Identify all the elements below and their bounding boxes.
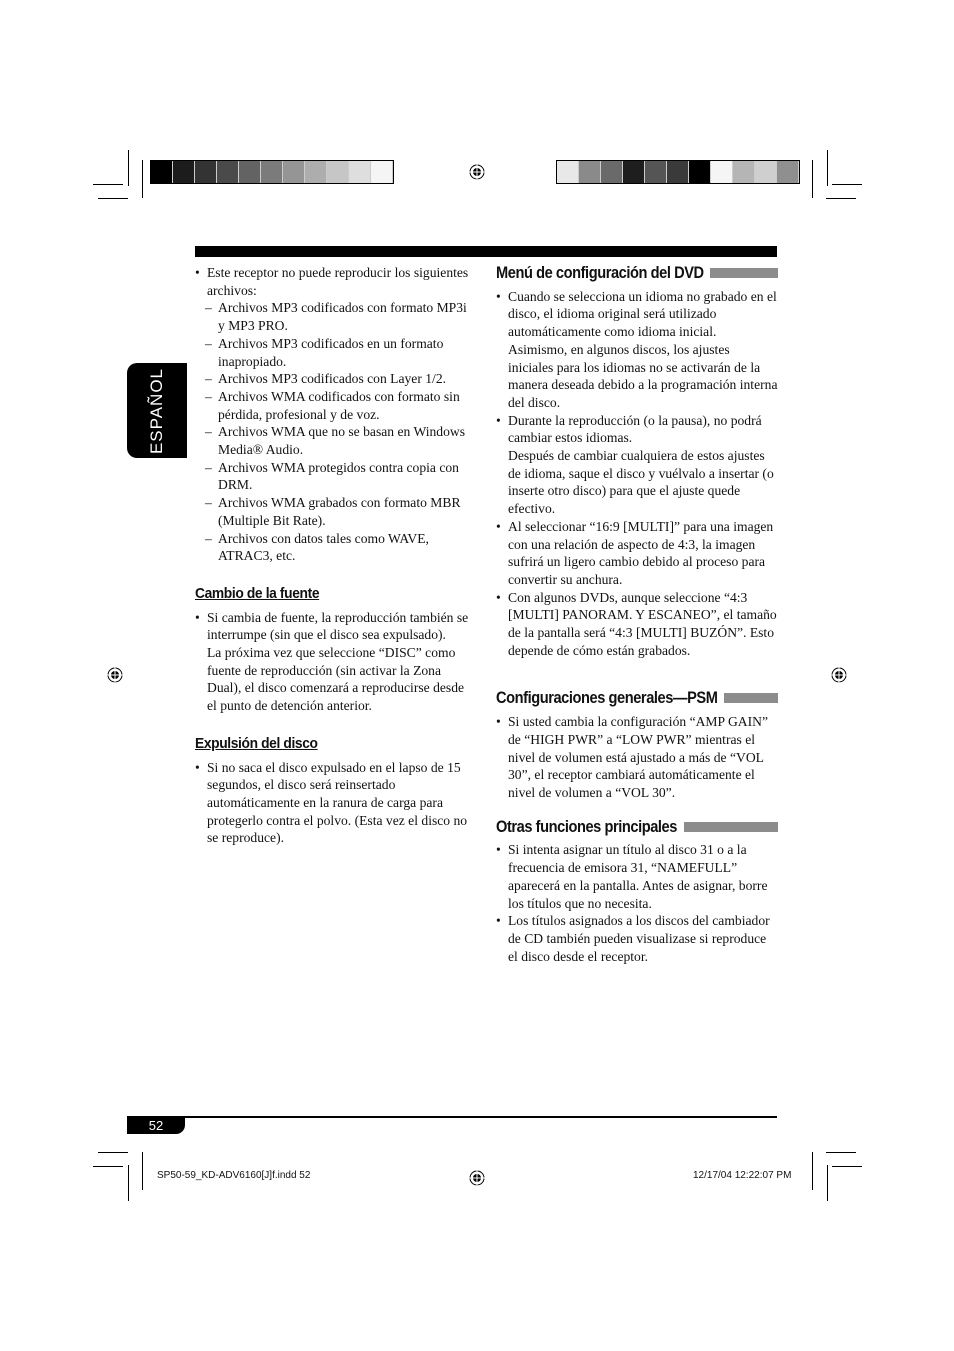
list-item: • Con algunos DVDs, aunque seleccione “4:3 [MULTI] PANORAM. Y ESCANEO”, el tamaño de la pantalla será “4:3 [MULTI] BUZÓN”. Esto depende de cómo están grabados. <box>496 589 778 660</box>
color-swatch <box>645 161 667 183</box>
crop-mark <box>827 1165 828 1201</box>
crop-mark <box>128 150 129 186</box>
color-swatch <box>371 161 393 183</box>
list-item: • Este receptor no puede reproducir los siguientes archivos: <box>195 264 475 299</box>
color-swatch <box>733 161 755 183</box>
crop-mark <box>98 198 128 199</box>
list-item: – Archivos MP3 codificados con formato MP3i y MP3 PRO. <box>195 299 475 334</box>
color-calibration-strip-left <box>150 160 394 184</box>
color-swatch <box>305 161 327 183</box>
registration-mark-icon <box>107 667 123 683</box>
color-calibration-strip-right <box>556 160 800 184</box>
crop-mark <box>812 1152 813 1190</box>
color-swatch <box>173 161 195 183</box>
section-heading: Cambio de la fuente <box>195 584 320 602</box>
side-tab-label: ESPAÑOL <box>147 367 166 454</box>
crop-mark <box>826 1152 856 1153</box>
section-heading: Expulsión del disco <box>195 734 318 752</box>
color-swatch <box>579 161 601 183</box>
list-item: • Si cambia de fuente, la reproducción también se interrumpe (sin que el disco sea expulsado). <box>195 609 475 644</box>
heading-bar <box>710 268 778 278</box>
crop-mark <box>98 1152 128 1153</box>
crop-mark <box>832 1166 862 1167</box>
crop-mark <box>142 160 143 198</box>
list-item: – Archivos MP3 codificados en un formato inapropiado. <box>195 335 475 370</box>
color-swatch <box>195 161 217 183</box>
list-item: • Cuando se selecciona un idioma no grabado en el disco, el idioma original será utilizado automáticamente como idioma inicial. <box>496 288 778 341</box>
heading-bar <box>724 693 778 703</box>
crop-mark <box>826 198 856 199</box>
color-swatch <box>777 161 799 183</box>
list-item: • Los títulos asignados a los discos del cambiador de CD también pueden visualizase si reproduce el disco desde el receptor. <box>496 912 778 965</box>
section-heading-row <box>496 689 778 707</box>
left-column <box>195 264 475 847</box>
registration-mark-icon <box>831 667 847 683</box>
crop-mark <box>827 150 828 186</box>
crop-mark <box>832 184 862 185</box>
color-swatch <box>711 161 733 183</box>
language-side-tab <box>127 363 187 458</box>
list-item: • Durante la reproducción (o la pausa), no podrá cambiar estos idiomas. <box>496 412 778 447</box>
color-swatch <box>239 161 261 183</box>
list-item: – Archivos WMA codificados con formato sin pérdida, profesional y de voz. <box>195 388 475 423</box>
list-item: • Al seleccionar “16:9 [MULTI]” para una imagen con una relación de aspecto de 4:3, la imagen sufrirá un ligero cambio debido al proceso para convertir su anchura. <box>496 518 778 589</box>
section-heading: Configuraciones generales—PSM <box>496 688 718 708</box>
section-heading: Otras funciones principales <box>496 816 677 836</box>
color-swatch <box>557 161 579 183</box>
list-item: – Archivos MP3 codificados con Layer 1/2. <box>195 370 475 388</box>
heading-bar <box>684 822 778 832</box>
list-item: • Si usted cambia la configuración “AMP GAIN” de “HIGH PWR” a “LOW PWR” mientras el nivel de volumen está ajustado a más de “VOL 30”, el receptor cambiará automáticamente el nivel de volumen a “VOL 30”. <box>496 713 778 802</box>
color-swatch <box>623 161 645 183</box>
file-slug: SP50-59_KD-ADV6160[J]f.indd 52 <box>157 1170 311 1181</box>
color-swatch <box>261 161 283 183</box>
crop-mark <box>93 184 123 185</box>
section-heading-row <box>496 264 778 282</box>
crop-mark <box>142 1152 143 1190</box>
registration-mark-icon <box>469 164 485 180</box>
color-swatch <box>217 161 239 183</box>
list-item: – Archivos WMA grabados con formato MBR (Multiple Bit Rate). <box>195 494 475 529</box>
section-heading-row <box>496 818 778 836</box>
list-item: – Archivos con datos tales como WAVE, ATRAC3, etc. <box>195 530 475 565</box>
footer-rule <box>127 1116 777 1118</box>
color-swatch <box>151 161 173 183</box>
registration-mark-icon <box>469 1170 485 1186</box>
section-heading: Menú de configuración del DVD <box>496 263 704 282</box>
right-column <box>496 264 778 965</box>
header-rule <box>195 246 777 257</box>
color-swatch <box>283 161 305 183</box>
crop-mark <box>812 160 813 198</box>
list-item: – Archivos WMA protegidos contra copia con DRM. <box>195 459 475 494</box>
list-item: • Si no saca el disco expulsado en el lapso de 15 segundos, el disco será reinsertado automáticamente en la ranura de carga para protegerlo contra el polvo. (Esta vez el disco no se reproduce). <box>195 759 475 848</box>
crop-mark <box>128 1165 129 1201</box>
color-swatch <box>349 161 371 183</box>
list-item: – Archivos WMA que no se basan en Windows Media® Audio. <box>195 423 475 458</box>
paragraph: Después de cambiar cualquiera de estos ajustes de idioma, saque el disco y vuélvalo a insertar (o inserte otro disco) para que el ajuste quede efectivo. <box>508 448 774 517</box>
file-timestamp: 12/17/04 12:22:07 PM <box>693 1170 792 1181</box>
crop-mark <box>93 1166 123 1167</box>
color-swatch <box>601 161 623 183</box>
color-swatch <box>327 161 349 183</box>
color-swatch <box>689 161 711 183</box>
page-number: 52 <box>127 1117 185 1134</box>
color-swatch <box>755 161 777 183</box>
paragraph: Asimismo, en algunos discos, los ajustes iniciales para los idiomas no se activarán de la manera deseada debido a la programación interna del disco. <box>508 341 778 410</box>
list-item: • Si intenta asignar un título al disco 31 o a la frecuencia de emisora 31, “NAMEFULL” aparecerá en la pantalla. Antes de asignar, borre los títulos que no necesita. <box>496 841 778 912</box>
paragraph: La próxima vez que seleccione “DISC” como fuente de reproducción (sin activar la Zona Dual), el disco comenzará a reproducirse desde el punto de detención anterior. <box>207 645 465 714</box>
color-swatch <box>667 161 689 183</box>
